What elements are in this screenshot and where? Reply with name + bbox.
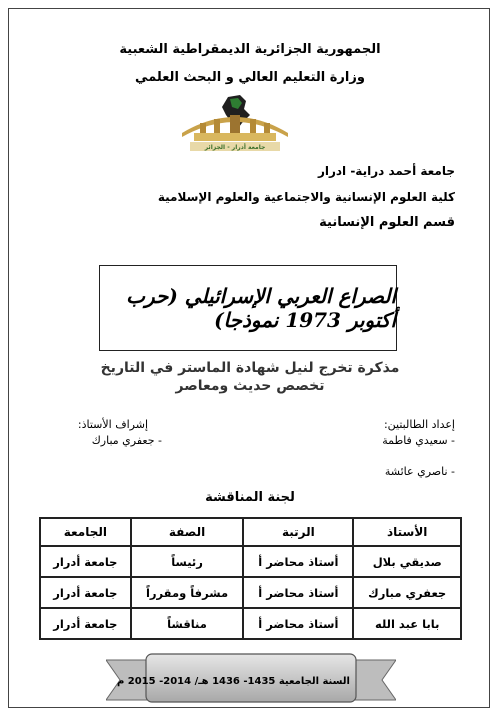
professor-university: جامعة أدرار <box>40 577 131 608</box>
authors-label: إعداد الطالبتين: <box>383 418 455 431</box>
university-name: جامعة أحمد دراية- ادرار <box>317 164 455 178</box>
academic-year: السنة الجامعية 1435- 1436 هـ/ 2014- 2015 م <box>116 676 350 687</box>
thesis-title-box <box>99 265 397 351</box>
header-role: الصفة <box>131 518 244 546</box>
thesis-subtitle-specialty: تخصص حديث ومعاصر <box>175 378 325 394</box>
logo-caption: جامعة أدرار - الجزائر <box>204 144 266 151</box>
professor-role: مشرفاً ومقرراً <box>131 577 244 608</box>
ministry-header: وزارة التعليم العالي و البحث العلمي <box>135 70 365 85</box>
committee-header-row <box>40 518 461 546</box>
professor-name: جعفري مبارك <box>353 577 461 608</box>
author-name-2: - ناصري عائشة <box>384 465 455 478</box>
thesis-title: الصراع العربي الإسرائيلي (حرب أكتوبر 1973 نموذجا) <box>126 284 396 332</box>
supervisor-label: إشراف الأستاذ: <box>77 418 148 431</box>
department-name: قسم العلوم الإنسانية <box>319 215 455 230</box>
header-rank: الرتبة <box>243 518 353 546</box>
professor-university: جامعة أدرار <box>40 546 131 577</box>
professor-role: رئيساً <box>131 546 244 577</box>
table-row <box>40 577 461 608</box>
professor-name: صديقي بلال <box>353 546 461 577</box>
header-professor: الأستاذ <box>353 518 461 546</box>
author-name-1: - سعيدي فاطمة <box>382 434 455 447</box>
university-logo <box>180 93 290 153</box>
professor-university: جامعة أدرار <box>40 608 131 639</box>
professor-rank: أستاذ محاضر أ <box>243 608 353 639</box>
faculty-name: كلية العلوم الإنسانية والاجتماعية والعلوم الإسلامية <box>157 190 455 204</box>
professor-role: مناقشاً <box>131 608 244 639</box>
thesis-subtitle-degree: مذكرة تخرج لنيل شهادة الماستر في التاريخ <box>100 360 400 376</box>
republic-header: الجمهورية الجزائرية الديمقراطية الشعبية <box>119 42 381 57</box>
header-university: الجامعة <box>40 518 131 546</box>
table-row <box>40 546 461 577</box>
committee-table <box>39 517 462 640</box>
supervisor-name: - جعفري مبارك <box>91 434 162 447</box>
committee-title: لجنة المناقشة <box>205 490 295 505</box>
professor-rank: أستاذ محاضر أ <box>243 546 353 577</box>
professor-name: بابا عبد الله <box>353 608 461 639</box>
table-row <box>40 608 461 639</box>
professor-rank: أستاذ محاضر أ <box>243 577 353 608</box>
